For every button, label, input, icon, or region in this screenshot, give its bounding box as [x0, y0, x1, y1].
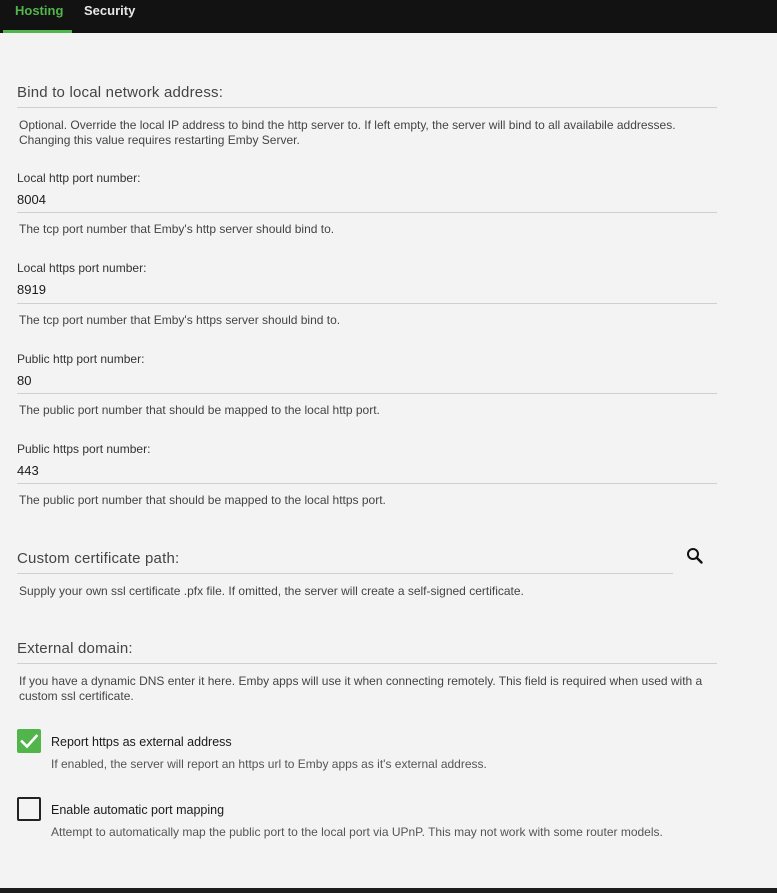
public-http-port-underline [17, 393, 717, 394]
public-https-port-underline [17, 483, 717, 484]
port-mapping-description: Attempt to automatically map the public port to the local port via UPnP. This may not work with some router models. [51, 825, 663, 839]
public-http-port-description: The public port number that should be mapped to the local http port. [19, 403, 380, 417]
public-https-port-description: The public port number that should be mapped to the local https port. [19, 493, 386, 507]
report-https-description: If enabled, the server will report an https url to Emby apps as it's external address. [51, 757, 487, 771]
certificate-path-underline [17, 573, 673, 574]
external-domain-description: If you have a dynamic DNS enter it here. Emby apps will use it when connecting remotely. This field is required when used with a custom ssl certificate. [19, 674, 703, 703]
https-port-label: Local https port number: [17, 261, 147, 275]
bottom-edge [0, 888, 777, 893]
port-mapping-checkbox[interactable] [17, 797, 41, 821]
bind-address-underline [17, 107, 717, 108]
public-http-port-input[interactable]: 80 [17, 373, 32, 388]
public-http-port-label: Public http port number: [17, 352, 145, 366]
tab-security[interactable]: Security [84, 3, 136, 18]
top-tab-bar [0, 0, 777, 33]
external-domain-input[interactable]: External domain: [17, 640, 133, 657]
external-domain-underline [17, 663, 717, 664]
http-port-underline [17, 212, 717, 213]
active-tab-indicator [3, 30, 72, 33]
port-mapping-label[interactable]: Enable automatic port mapping [51, 803, 225, 817]
report-https-label[interactable]: Report https as external address [51, 735, 232, 749]
public-https-port-label: Public https port number: [17, 442, 151, 456]
https-port-description: The tcp port number that Emby's https server should bind to. [19, 313, 341, 327]
certificate-path-input[interactable]: Custom certificate path: [17, 550, 180, 567]
public-https-port-input[interactable]: 443 [17, 463, 39, 478]
http-port-input[interactable]: 8004 [17, 192, 46, 207]
search-icon[interactable] [684, 545, 706, 567]
http-port-label: Local http port number: [17, 171, 141, 185]
certificate-path-description: Supply your own ssl certificate .pfx file. If omitted, the server will create a self-signed certificate. [19, 584, 524, 598]
http-port-description: The tcp port number that Emby's http server should bind to. [19, 222, 335, 236]
https-port-input[interactable]: 8919 [17, 282, 46, 297]
https-port-underline [17, 303, 717, 304]
bind-address-description: Optional. Override the local IP address to bind the http server to. If left empty, the server will bind to all availabile addresses. Changing this value requires restarting Emby Server. [19, 118, 676, 147]
report-https-checkbox[interactable] [17, 729, 41, 753]
checkmark-icon [17, 729, 41, 753]
bind-address-input[interactable]: Bind to local network address: [17, 84, 224, 101]
tab-hosting[interactable]: Hosting [15, 3, 64, 18]
